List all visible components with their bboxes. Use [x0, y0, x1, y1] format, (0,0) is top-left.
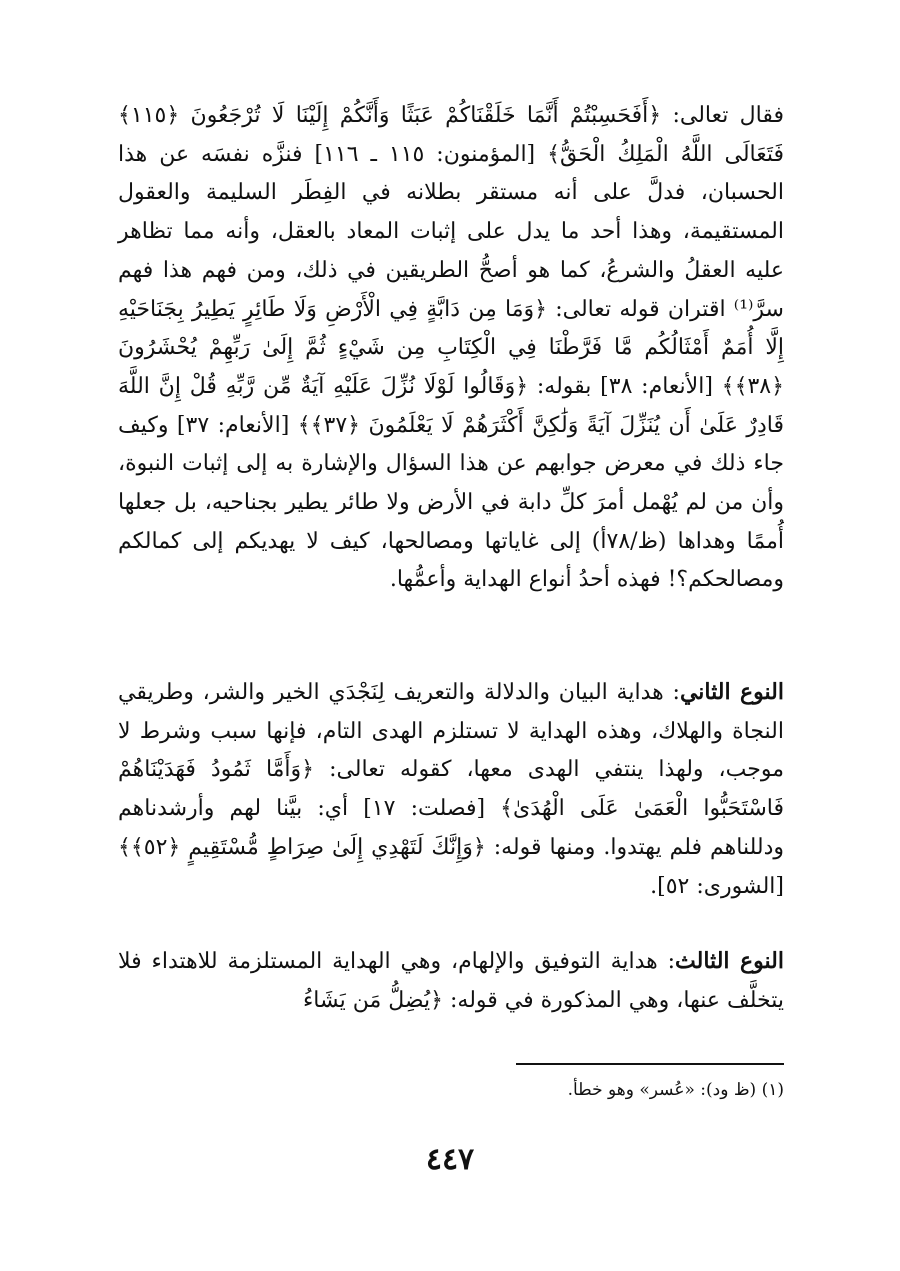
footnote-divider: [516, 1063, 784, 1065]
paragraph-text: : هداية التوفيق والإلهام، وهي الهداية المستلزمة للاهتداء فلا يتخلَّف عنها، وهي المذكورة في قوله: ﴿يُضِلُّ مَن يَشَاءُ: [118, 949, 784, 1013]
section-heading: النوع الثالث: [675, 948, 784, 974]
paragraph-second-type: [118, 673, 784, 906]
paragraph-text: فقال تعالى: ﴿أَفَحَسِبْتُمْ أَنَّمَا خَلَقْنَاكُمْ عَبَثًا وَأَنَّكُمْ إِلَيْنَا لَا تُرْجَعُونَ ﴿١١٥﴾ فَتَعَالَى اللَّهُ الْمَلِكُ الْحَقُّ﴾ [المؤمنون: ١١٥ ـ ١١٦] فنزَّه نفسَه عن هذا الحسبان، فدلَّ على أنه مستقر بطلانه في الفِطَر السليمة والعقول المستقيمة، وهذا أحد ما يدل على إثبات المعاد بالعقل، وأنه مما تظاهر عليه العقلُ والشرعُ، كما هو أصحُّ الطريقين في ذلك، ومن فهم هذا فهم سرَّ⁽¹⁾ اقتران قوله تعالى: ﴿وَمَا مِن دَابَّةٍ فِي الْأَرْضِ وَلَا طَائِرٍ يَطِيرُ بِجَنَاحَيْهِ إِلَّا أُمَمٌ أَمْثَالُكُم مَّا فَرَّطْنَا فِي الْكِتَابِ مِن شَيْءٍ ثُمَّ إِلَىٰ رَبِّهِمْ يُحْشَرُونَ ﴿٣٨﴾﴾ [الأنعام: ٣٨] بقوله: ﴿وَقَالُوا لَوْلَا نُزِّلَ عَلَيْهِ آيَةٌ مِّن رَّبِّهِ قُلْ إِنَّ اللَّهَ قَادِرٌ عَلَىٰ أَن يُنَزِّلَ آيَةً وَلَٰكِنَّ أَكْثَرَهُمْ لَا يَعْلَمُونَ ﴿٣٧﴾﴾ [الأنعام: ٣٧] وكيف جاء ذلك في معرض جوابهم عن هذا السؤال والإشارة به إلى إثبات النبوة، وأن من لم يُهْمل أمرَ كلِّ دابة في الأرض ولا طائر يطير بجناحيه، بل جعلها أُممًا وهداها (ظ/٧٨أ) إلى غاياتها ومصالحها، كيف لا يهديكم إلى كمالكم ومصالحكم؟! فهذه أحدُ أنواع الهداية وأعمُّها.: [118, 103, 785, 593]
page-number: ٤٤٧: [425, 1142, 475, 1177]
section-heading: النوع الثاني: [679, 679, 784, 705]
footnote: (١) (ظ ود): «عُسر» وهو خطأ.: [567, 1080, 784, 1100]
paragraph-third-type: [118, 942, 784, 1020]
paragraph-text: : هداية البيان والدلالة والتعريف لِنَجْدَي الخير والشر، وطريقي النجاة والهلاك، وهذه الهداية لا تستلزم الهدى التام، فإنها سبب وشرط لا موجب، ولهذا ينتفي الهدى معها، كقوله تعالى: ﴿وَأَمَّا ثَمُودُ فَهَدَيْنَاهُمْ فَاسْتَحَبُّوا الْعَمَىٰ عَلَى الْهُدَىٰ﴾ [فصلت: ١٧] أي: بيَّنا لهم وأرشدناهم ودللناهم فلم يهتدوا. ومنها قوله: ﴿وَإِنَّكَ لَتَهْدِي إِلَىٰ صِرَاطٍ مُّسْتَقِيمٍ ﴿٥٢﴾﴾ [الشورى: ٥٢].: [118, 680, 784, 899]
paragraph-intro: [118, 97, 784, 600]
